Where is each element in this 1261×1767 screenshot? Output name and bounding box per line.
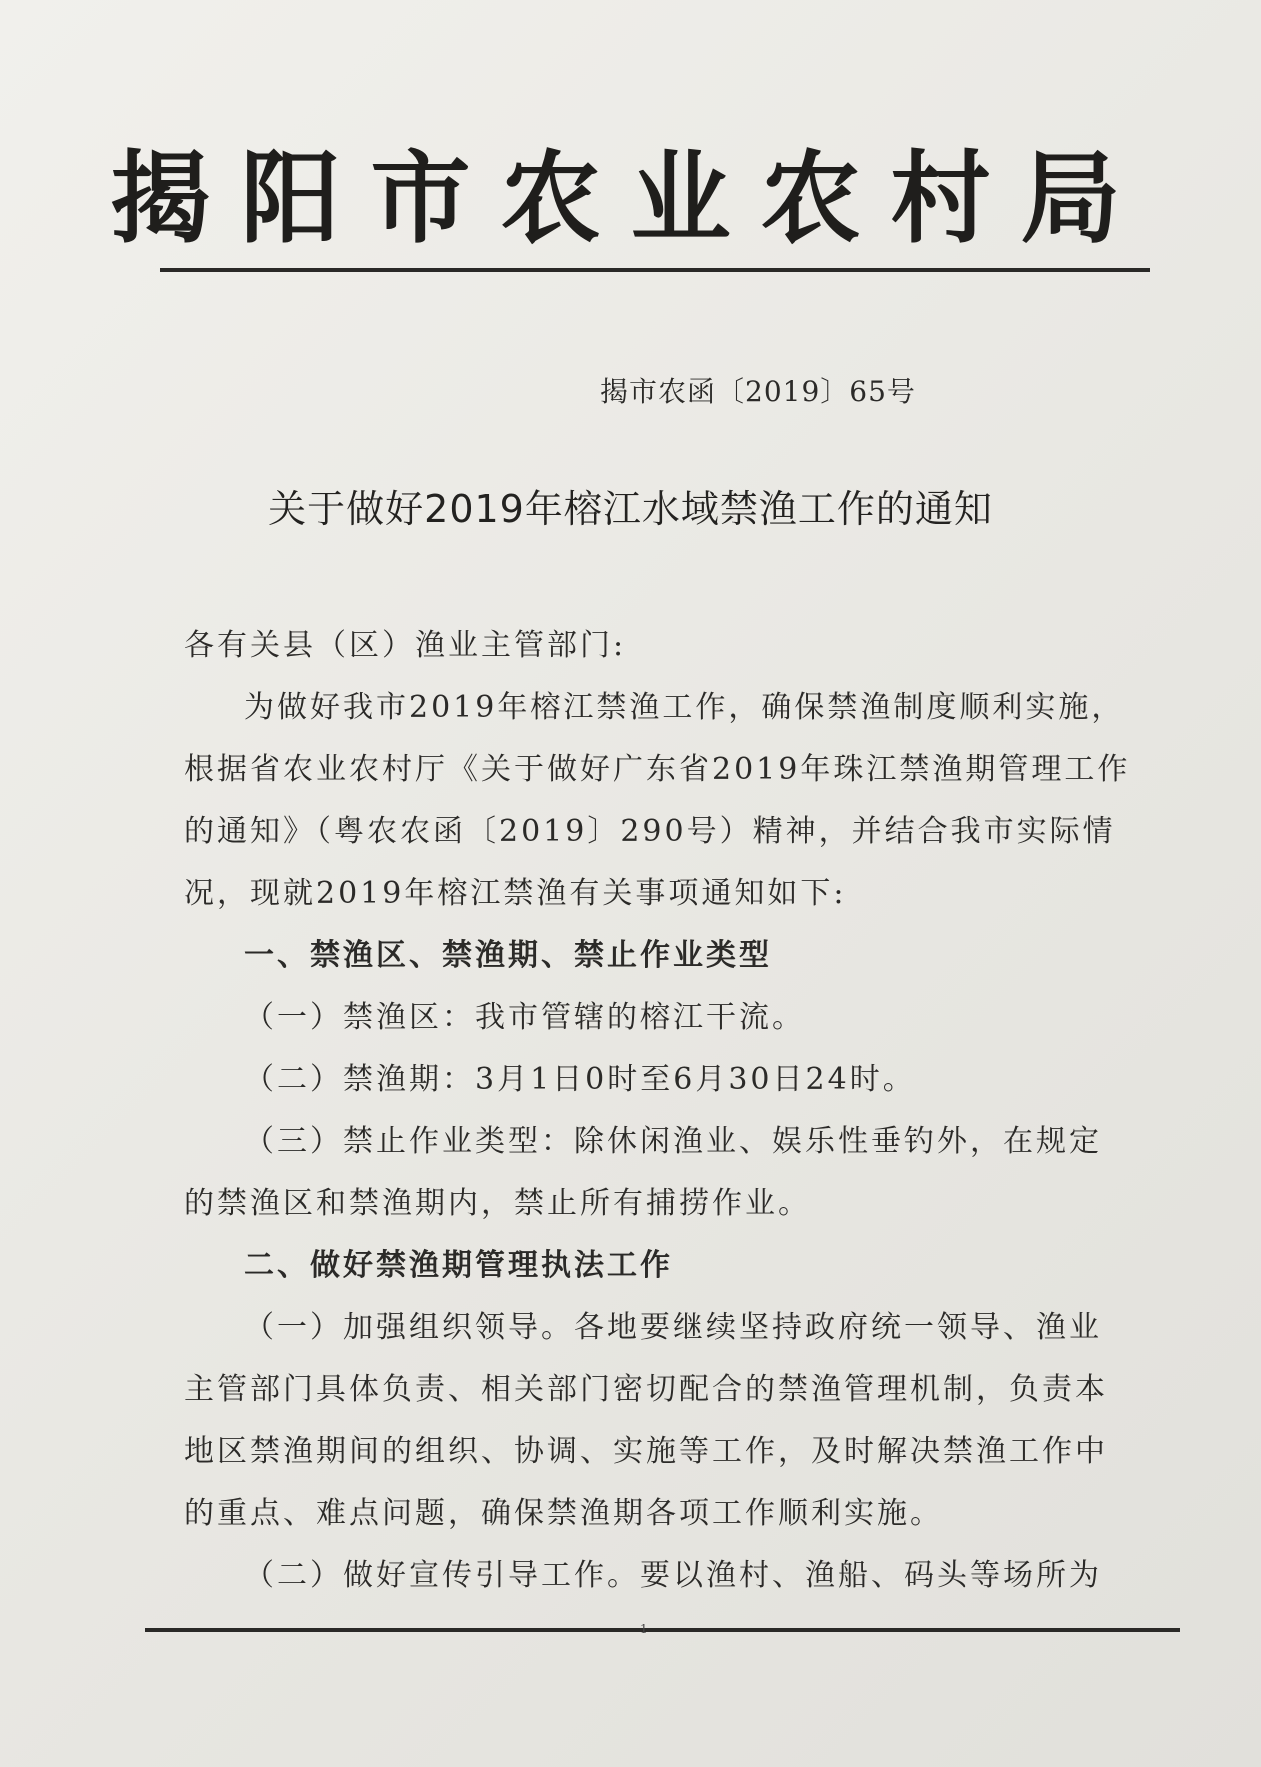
section-2-heading: 二、做好禁渔期管理执法工作 xyxy=(244,1248,673,1283)
section-1-item-3: （三）禁止作业类型：除休闲渔业、娱乐性垂钓外，在规定的禁渔区和禁渔期内，禁止所有捕捞作业。 xyxy=(184,1124,1102,1221)
header-divider xyxy=(160,268,1150,272)
document-body xyxy=(184,615,1134,1607)
section-1-item-2: （二）禁渔期：3月1日0时至6月30日24时。 xyxy=(244,1062,916,1097)
document-title: 关于做好2019年榕江水域禁渔工作的通知 xyxy=(268,487,993,531)
salutation: 各有关县（区）渔业主管部门: xyxy=(184,628,627,663)
footer-divider xyxy=(145,1628,1180,1632)
section-2-item-1: （一）加强组织领导。各地要继续坚持政府统一领导、渔业主管部门具体负责、相关部门密切配合的禁渔管理机制，负责本地区禁渔期间的组织、协调、实施等工作，及时解决禁渔工作中的重点、难点问题，确保禁渔期各项工作顺利实施。 xyxy=(184,1310,1108,1531)
document-number: 揭市农函〔2019〕65号 xyxy=(600,375,916,408)
page-number: 1 xyxy=(640,1622,648,1636)
intro-paragraph: 为做好我市2019年榕江禁渔工作，确保禁渔制度顺利实施，根据省农业农村厅《关于做好广东省2019年珠江禁渔期管理工作的通知》（粤农农函〔2019〕290号）精神，并结合我市实际情况，现就2019年榕江禁渔有关事项通知如下: xyxy=(184,690,1131,911)
section-1-item-1: （一）禁渔区：我市管辖的榕江干流。 xyxy=(244,1000,805,1035)
section-2-item-2: （二）做好宣传引导工作。要以渔村、渔船、码头等场所为 xyxy=(244,1558,1102,1593)
organization-title: 揭阳市农业农村局 xyxy=(110,139,1151,257)
section-1-heading: 一、禁渔区、禁渔期、禁止作业类型 xyxy=(244,938,772,973)
